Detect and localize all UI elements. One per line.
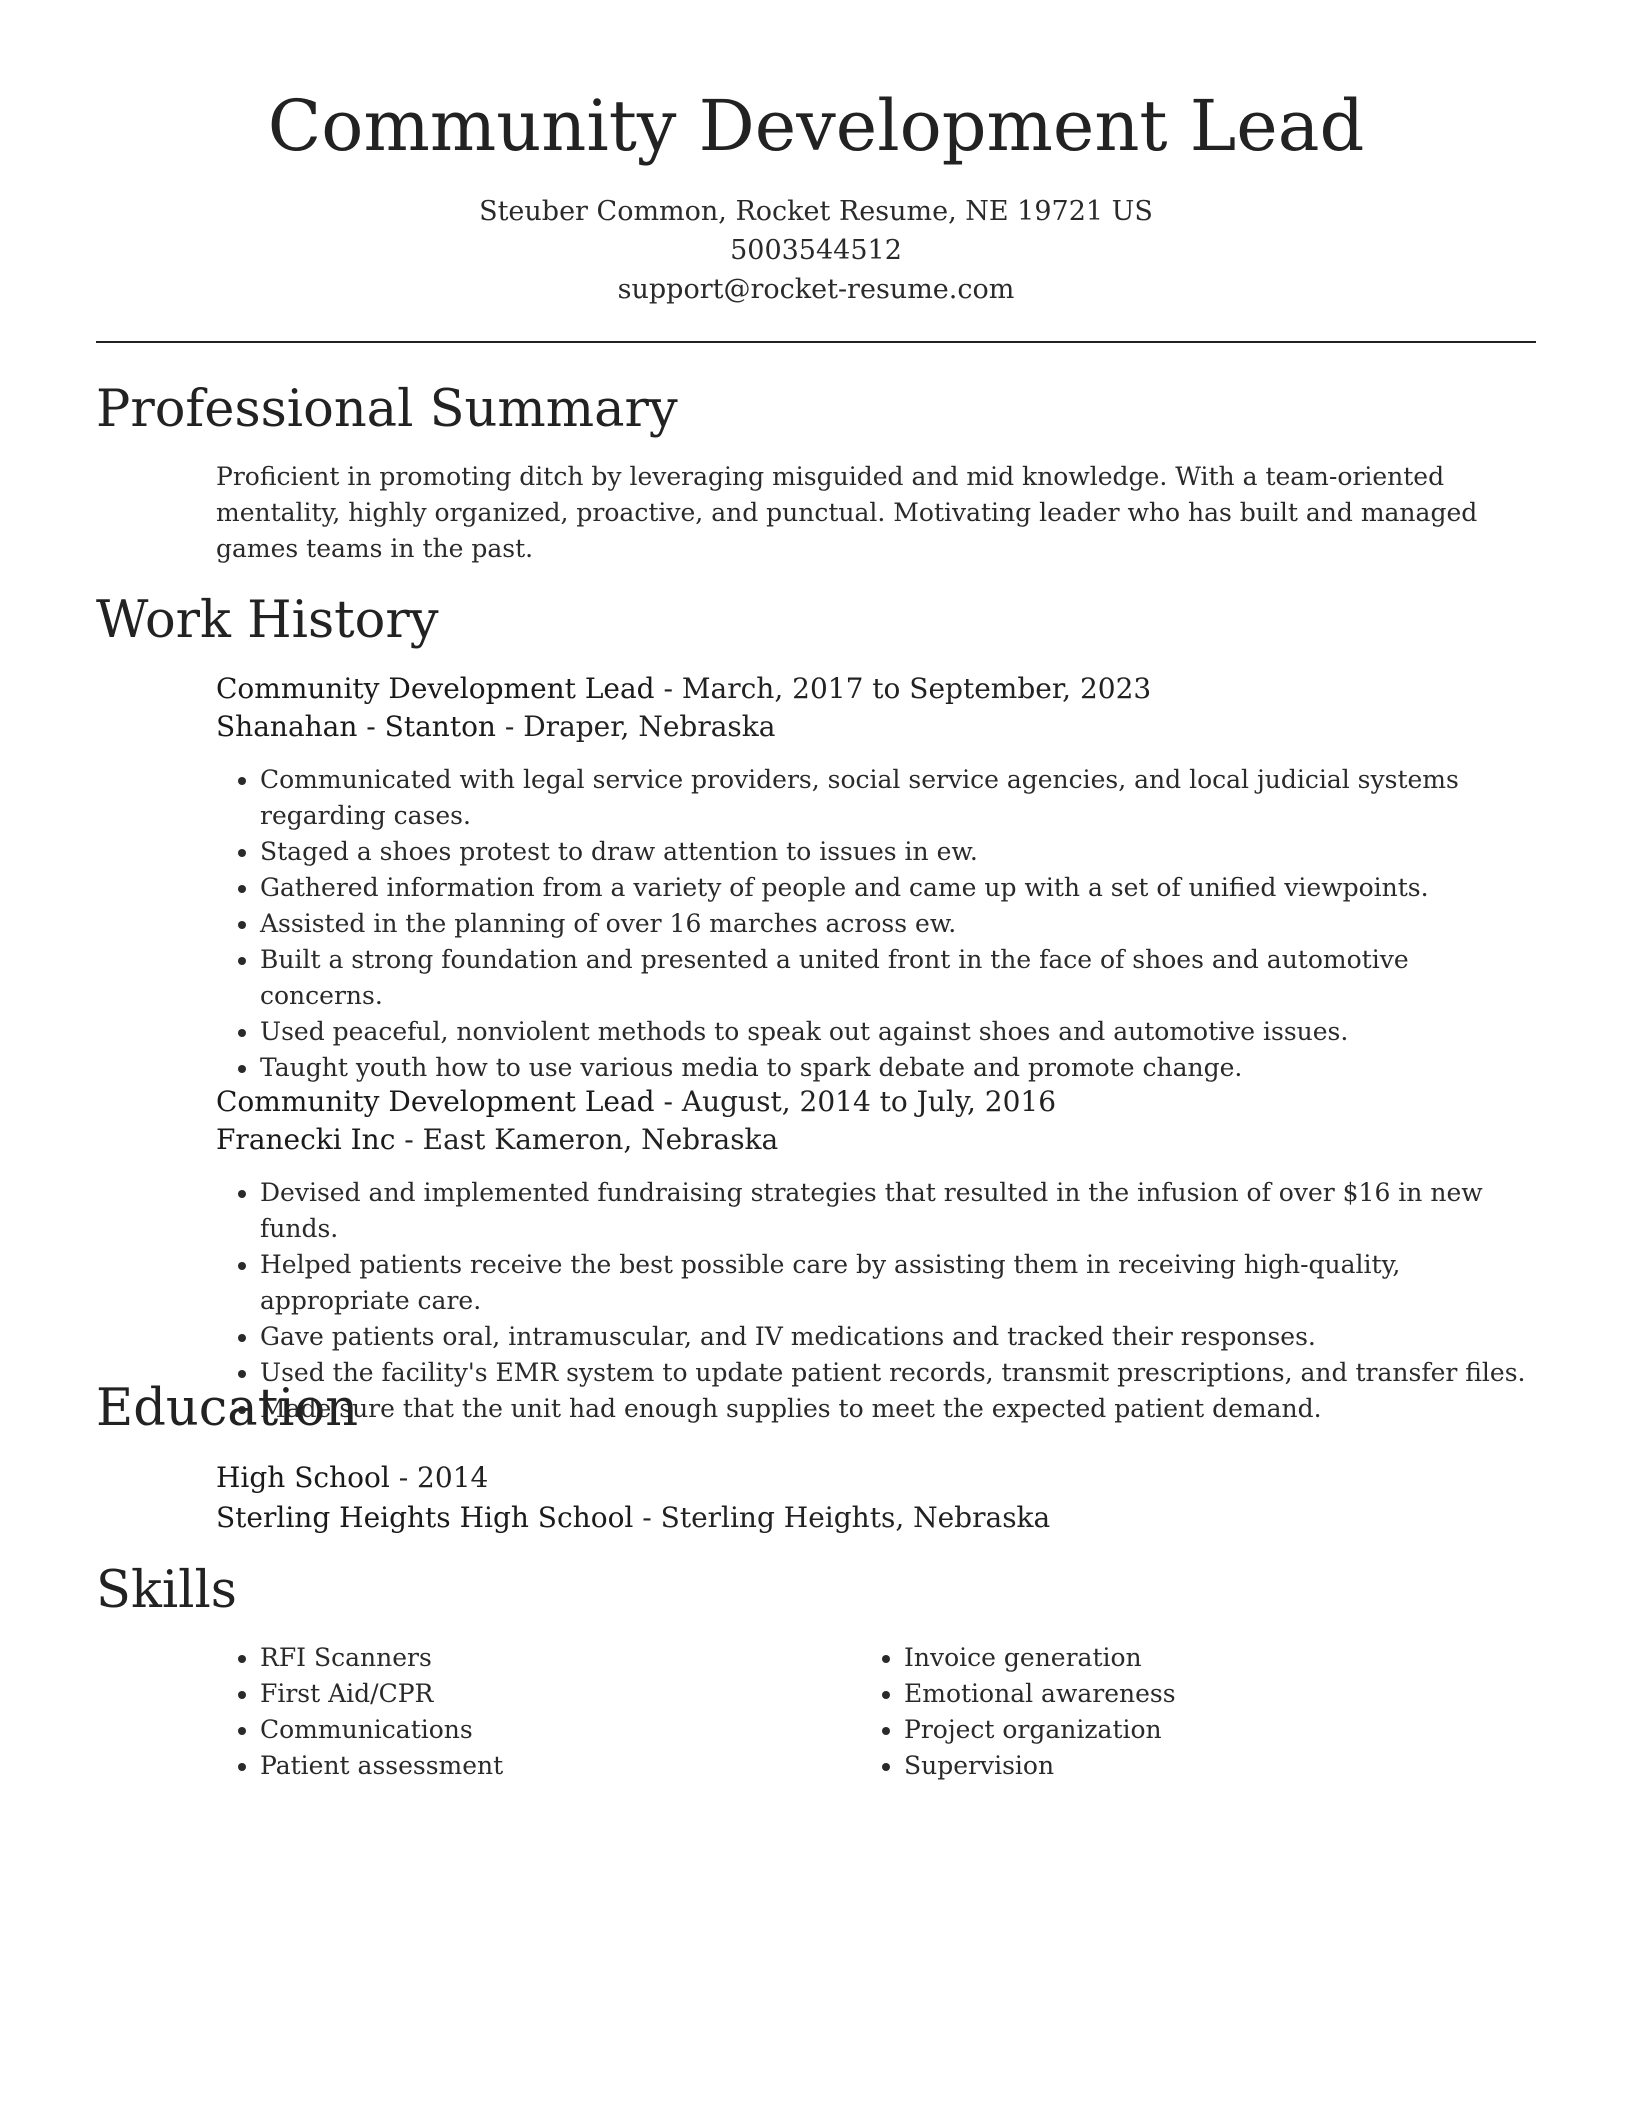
skill-item: • Communications [260,1712,816,1748]
list-item: • Gathered information from a variety of people and came up with a set of unified viewpoints. [260,870,1536,906]
job-bullets [216,762,1536,1086]
list-item: • Devised and implemented fundraising strategies that resulted in the infusion of over $16 in new funds. [260,1175,1536,1247]
skill-item: • Invoice generation [904,1640,1460,1676]
skill-item: • RFI Scanners [260,1640,816,1676]
job-company-line [216,1121,1536,1159]
skill-item: • Emotional awareness [904,1676,1460,1712]
list-item: • Staged a shoes protest to draw attention to issues in ew. [260,834,1536,870]
list-item: • Assisted in the planning of over 16 marches across ew. [260,906,1536,942]
header-divider [96,341,1536,343]
skill-item: • Project organization [904,1712,1460,1748]
list-item: • Made sure that the unit had enough supplies to meet the expected patient demand. [260,1391,1536,1427]
list-item: • Built a strong foundation and presented a united front in the face of shoes and automotive concerns. [260,942,1536,1014]
education-degree-line [216,1458,1536,1498]
skill-item: • Supervision [904,1748,1460,1784]
skill-item: • Patient assessment [260,1748,816,1784]
education-school: Sterling Heights High School [216,1501,634,1534]
education-entry [216,1458,1536,1538]
resume-header [0,0,1632,309]
job-bullets [216,1175,1536,1427]
job-entry [216,1083,1536,1427]
skills-list [216,1640,816,1784]
job-dates: - August, 2014 to July, 2016 [654,1085,1057,1118]
list-item: • Helped patients receive the best possible care by assisting them in receiving high-quality, appropriate care. [260,1247,1536,1319]
skills-column-right [860,1640,1460,1784]
job-company: Shanahan - Stanton [216,710,496,743]
job-dates: - March, 2017 to September, 2023 [654,672,1152,705]
email: support@rocket-resume.com [617,274,1015,305]
phone: 5003544512 [730,235,902,266]
list-item: • Gave patients oral, intramuscular, and IV medications and tracked their responses. [260,1319,1536,1355]
education-degree: High School [216,1461,390,1494]
contact-info [0,192,1632,309]
job-location: - East Kameron, Nebraska [395,1123,779,1156]
job-position: Community Development Lead [216,672,655,705]
education-location: - Sterling Heights, Nebraska [633,1501,1051,1534]
summary-body [216,459,1536,567]
job-header [216,670,1536,708]
job-entry [216,670,1536,1086]
job-position: Community Development Lead [216,1085,655,1118]
list-item: • Communicated with legal service providers, social service agencies, and local judicial systems regarding cases. [260,762,1536,834]
skills-list [860,1640,1460,1784]
list-item: • Used the facility's EMR system to update patient records, transmit prescriptions, and transfer files. [260,1355,1536,1391]
job-location: - Draper, Nebraska [495,710,776,743]
section-title-education: Education [96,1379,359,1438]
section-title-summary: Professional Summary [96,380,678,439]
education-school-line [216,1498,1536,1538]
job-company: Franecki Inc [216,1123,396,1156]
education-year: - 2014 [389,1461,489,1494]
job-header [216,1083,1536,1121]
address: Steuber Common, Rocket Resume, NE 19721 US [479,196,1153,227]
skill-item: • First Aid/CPR [260,1676,816,1712]
summary-text: Proficient in promoting ditch by leveraging misguided and mid knowledge. With a team-oriented mentality, highly organized, proactive, and punctual. Motivating leader who has built and managed games teams in the past. [216,462,1478,563]
candidate-name: Community Development Lead [267,85,1365,167]
section-title-work-history: Work History [96,591,439,650]
job-company-line [216,708,1536,746]
skills-column-left [216,1640,816,1784]
section-title-skills: Skills [96,1561,237,1620]
list-item: • Used peaceful, nonviolent methods to speak out against shoes and automotive issues. [260,1014,1536,1050]
list-item: • Taught youth how to use various media to spark debate and promote change. [260,1050,1536,1086]
